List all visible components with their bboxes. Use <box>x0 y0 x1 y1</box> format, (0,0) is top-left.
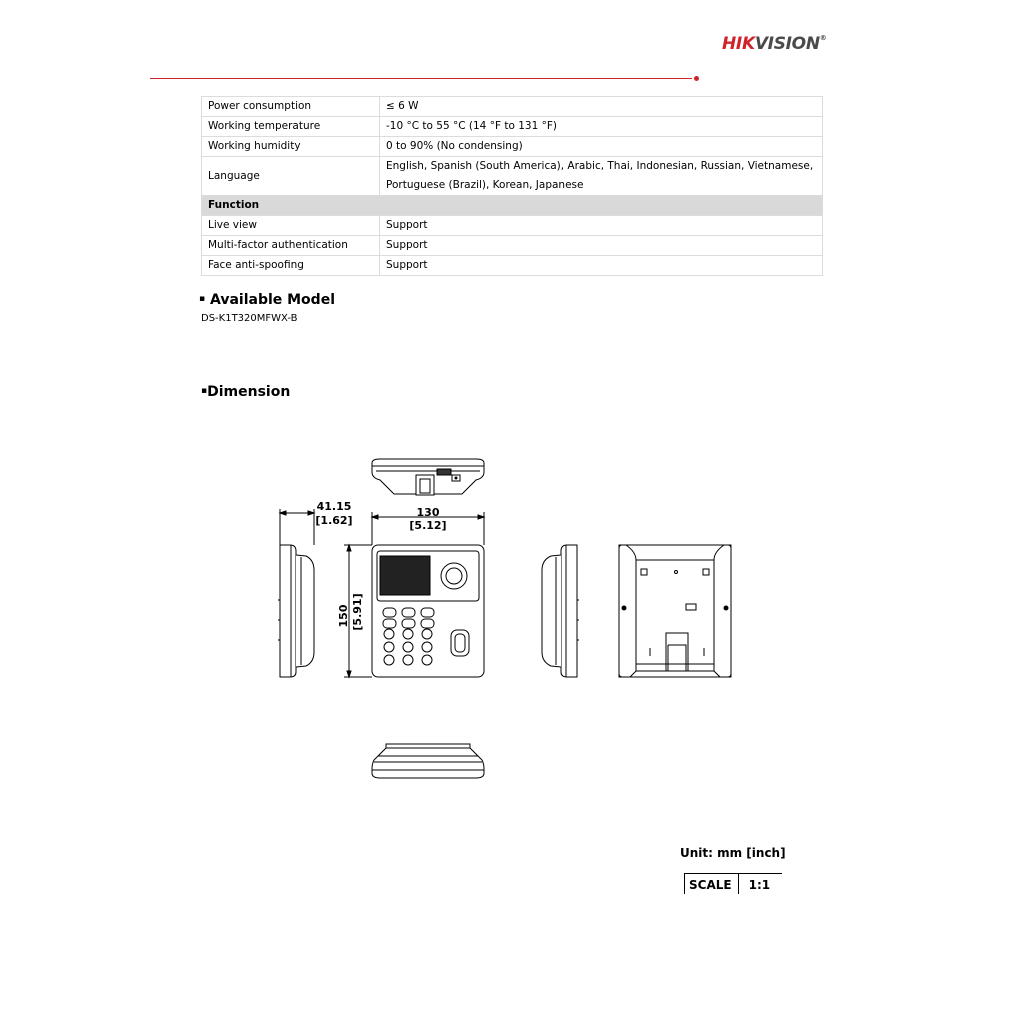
right-side-view <box>542 545 579 677</box>
spec-value: 0 to 90% (No condensing) <box>380 137 823 157</box>
spec-value: -10 °C to 55 °C (14 °F to 131 °F) <box>380 117 823 137</box>
width-mm-label: 130 <box>416 506 440 519</box>
spec-value: Support <box>380 216 823 236</box>
logo-registered: ® <box>819 34 827 42</box>
spec-key: Face anti-spoofing <box>202 256 380 276</box>
spec-section-title: Function <box>202 196 823 216</box>
front-view <box>372 545 484 677</box>
left-side-view <box>278 545 314 677</box>
bullet-icon: ▪ <box>199 294 206 304</box>
unit-label: Unit: mm [inch] <box>680 846 786 860</box>
depth-mm-label: 41.15 <box>316 500 352 513</box>
top-view <box>372 459 484 495</box>
spec-value: Support <box>380 236 823 256</box>
bullet-icon: ▪ <box>201 386 208 396</box>
height-mm-label: 150 <box>337 604 350 628</box>
spec-key: Power consumption <box>202 97 380 117</box>
spec-key: Working humidity <box>202 137 380 157</box>
scale-value: 1:1 <box>738 873 783 894</box>
spec-key: Live view <box>202 216 380 236</box>
spec-value-line: Portuguese (Brazil), Korean, Japanese <box>386 179 584 191</box>
logo-hik: HIK <box>722 34 755 54</box>
depth-dimension <box>280 509 314 545</box>
back-view <box>619 545 731 677</box>
dimension-title: Dimension <box>207 384 291 400</box>
model-number: DS-K1T320MFWX-B <box>201 313 298 324</box>
spec-key: Multi-factor authentication <box>202 236 380 256</box>
height-in-label: [5.91] <box>351 593 364 631</box>
width-in-label: [5.12] <box>409 519 447 532</box>
spec-key: Language <box>202 157 380 196</box>
available-model-title: Available Model <box>209 292 335 308</box>
spec-value-line: English, Spanish (South America), Arabic, Thai, Indonesian, Russian, Vietnamese, <box>386 160 814 172</box>
bottom-view <box>372 744 484 778</box>
logo-vision: VISION <box>754 34 820 54</box>
spec-value: ≤ 6 W <box>380 97 823 117</box>
spec-value: Support <box>380 256 823 276</box>
scale-label: SCALE <box>684 873 738 894</box>
depth-in-label: [1.62] <box>315 514 353 527</box>
spec-key: Working temperature <box>202 117 380 137</box>
scale-box <box>684 872 782 894</box>
